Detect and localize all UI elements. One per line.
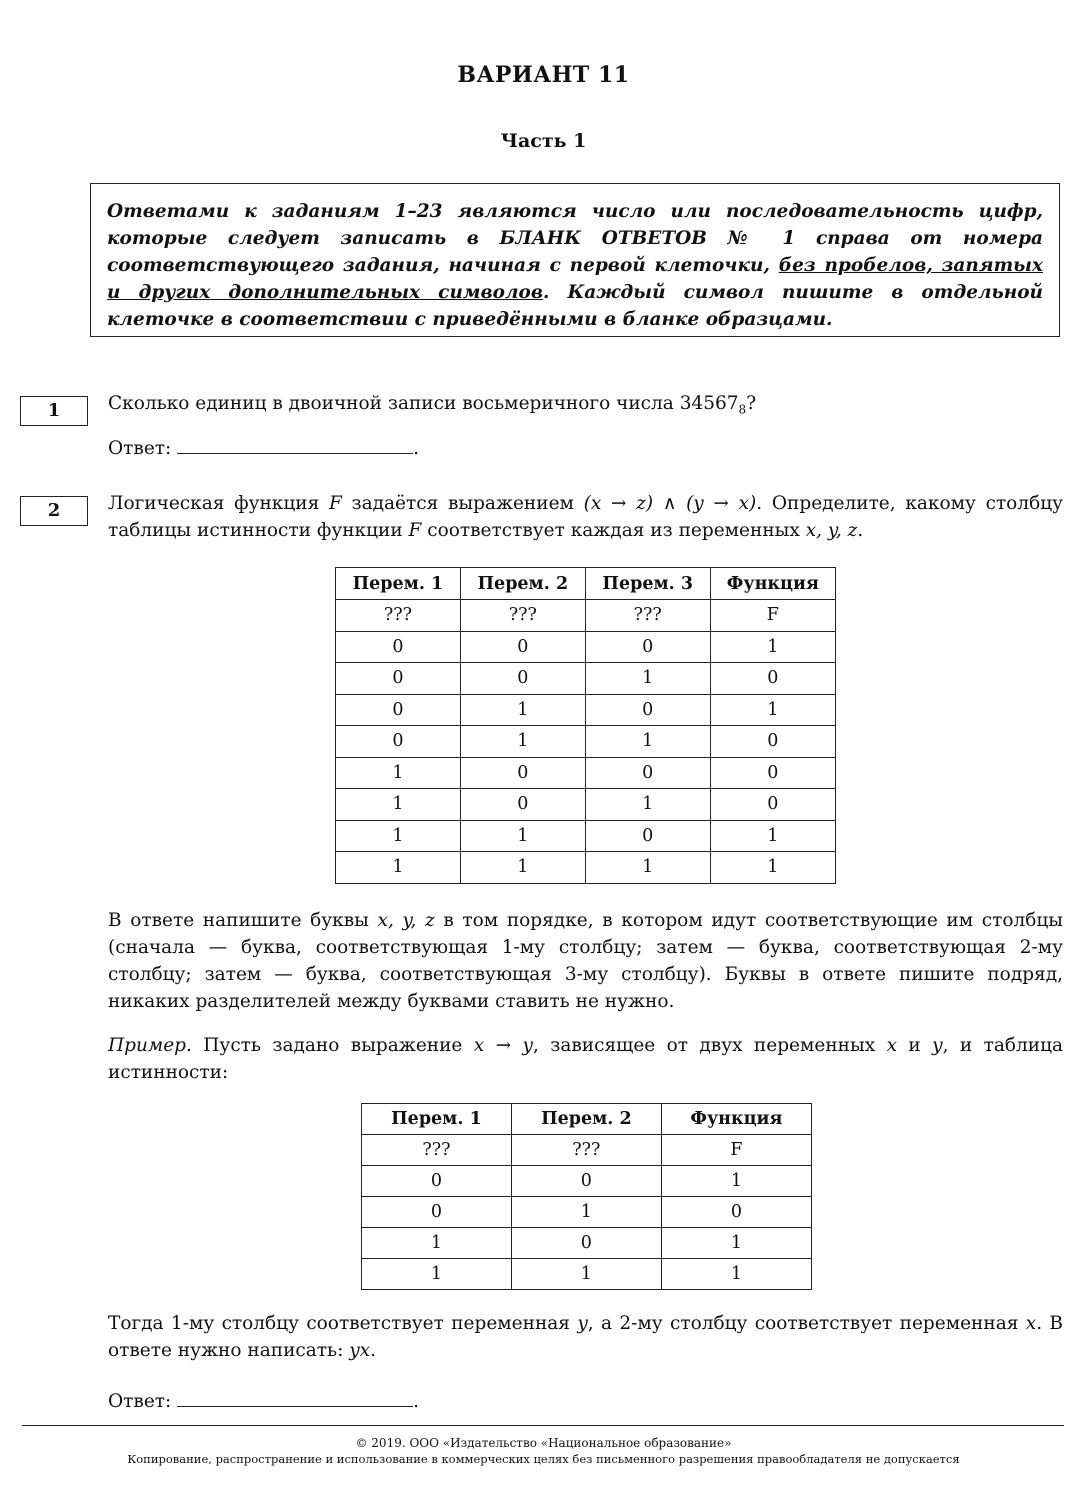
table-cell: 1 xyxy=(460,820,585,852)
task-1-answer-end: . xyxy=(413,438,420,459)
task-1-answer-field[interactable] xyxy=(177,439,413,454)
table-header: Перем. 1 xyxy=(362,1104,512,1135)
table-cell: 0 xyxy=(585,694,710,726)
task-2-text: соответствует каждая из переменных xyxy=(421,520,806,541)
task-2-number: 2 xyxy=(20,496,88,526)
instructions-box xyxy=(90,183,1060,337)
table-cell: 1 xyxy=(460,852,585,884)
table-cell: 1 xyxy=(511,1197,661,1228)
table-cell: 0 xyxy=(336,726,461,758)
task-2-var-f: F xyxy=(328,493,342,514)
table-cell: 1 xyxy=(710,852,835,884)
example-text: , а 2-му столбцу соответствует переменная xyxy=(587,1313,1026,1334)
task-2-text: . Определите, какому столбцу таблицы истинности функции xyxy=(108,493,1063,541)
task-1-answer-label: Ответ: xyxy=(108,438,172,459)
task-2-answer-end: . xyxy=(413,1391,420,1412)
table-cell: 0 xyxy=(362,1197,512,1228)
table-cell: 0 xyxy=(710,757,835,789)
footer-notice: Копирование, распространение и использование в коммерческих целях без письменного разрешения правообладателя не допускается xyxy=(127,1452,960,1466)
part-title: Часть 1 xyxy=(500,130,587,152)
table-cell: 0 xyxy=(336,694,461,726)
table-cell: 0 xyxy=(362,1166,512,1197)
task-1-question xyxy=(108,390,1063,424)
task-2-text: Логическая функция xyxy=(108,493,329,514)
task-2-question xyxy=(108,490,1063,544)
table-cell: 0 xyxy=(710,726,835,758)
table-row xyxy=(336,852,836,884)
example-expression: x → y xyxy=(473,1035,533,1056)
table-cell: 0 xyxy=(710,663,835,695)
task-2-answer-label: Ответ: xyxy=(108,1391,172,1412)
table-cell: 0 xyxy=(336,663,461,695)
table-cell: 0 xyxy=(511,1166,661,1197)
example-text: . В ответе нужно написать: xyxy=(108,1313,1064,1361)
table-row xyxy=(336,789,836,821)
task-2-answer-field[interactable] xyxy=(177,1392,413,1407)
table-cell: 0 xyxy=(661,1197,811,1228)
example-var-y: y xyxy=(932,1035,943,1056)
table-cell: 0 xyxy=(585,820,710,852)
example-var-x: x xyxy=(886,1035,897,1056)
task-2-var-f: F xyxy=(408,520,422,541)
example-text: , и таблица истинности: xyxy=(108,1035,1063,1083)
table-header: Перем. 2 xyxy=(460,568,585,600)
task-1-subscript: 8 xyxy=(738,402,747,417)
table-cell: F xyxy=(661,1135,811,1166)
table-cell: 1 xyxy=(336,852,461,884)
table-cell: ??? xyxy=(336,600,461,632)
table-row xyxy=(336,726,836,758)
table-cell: 0 xyxy=(460,663,585,695)
table-row xyxy=(336,694,836,726)
table-cell: 1 xyxy=(710,631,835,663)
table-row xyxy=(336,631,836,663)
task-2-text: . xyxy=(857,520,864,541)
table-cell: 1 xyxy=(511,1259,661,1290)
table-cell: ??? xyxy=(362,1135,512,1166)
table-header: Перем. 1 xyxy=(336,568,461,600)
example-var-y: y xyxy=(577,1313,588,1334)
task-1-number: 1 xyxy=(20,396,88,426)
task-1-answer xyxy=(108,435,1063,462)
table-cell: 0 xyxy=(460,757,585,789)
table-row xyxy=(336,663,836,695)
table-cell: 1 xyxy=(336,820,461,852)
task-1-question-end: ? xyxy=(746,393,757,414)
example-text: Пусть задано выражение xyxy=(191,1035,474,1056)
table-header: Функция xyxy=(710,568,835,600)
table-cell: 1 xyxy=(661,1228,811,1259)
task-2-text: задаётся выражением xyxy=(341,493,584,514)
table-cell: 1 xyxy=(336,757,461,789)
table-row xyxy=(336,757,836,789)
table-cell: ??? xyxy=(585,600,710,632)
footer-divider xyxy=(22,1425,1064,1426)
table-cell: 1 xyxy=(585,852,710,884)
example-paragraph xyxy=(108,1032,1063,1086)
table-cell: F xyxy=(710,600,835,632)
instructions-text: Ответами к заданиям 1–23 являются число или последовательность цифр, которые следует записать в БЛАНК ОТВЕТОВ № 1 справа от номера соответствующего задания, начиная с первой клеточки, xyxy=(107,201,1043,276)
example-text: , зависящее от двух переменных xyxy=(532,1035,887,1056)
table-cell: 1 xyxy=(661,1259,811,1290)
table-cell: ??? xyxy=(460,600,585,632)
example-text: . xyxy=(370,1340,376,1361)
example-truth-table xyxy=(361,1103,812,1290)
table-header: Перем. 3 xyxy=(585,568,710,600)
table-cell: 0 xyxy=(710,789,835,821)
instructions-underlined: без пробелов, запятых и других дополнительных символов xyxy=(107,255,1043,303)
task-2-text: в том порядке, в котором идут соответствующие им столбцы (сначала — буква, соответствующая 1-му столбцу; затем — буква, соответствующая 2-му столбцу; затем — буква, соответствующая 3-му столбцу). Буквы в ответе пишите подряд, никаких разделителей между буквами ставить не нужно. xyxy=(108,910,1064,1012)
table-cell: 1 xyxy=(585,789,710,821)
table-row xyxy=(362,1135,812,1166)
task-2-text: В ответе напишите буквы xyxy=(108,910,378,931)
table-row xyxy=(362,1228,812,1259)
table-cell: 1 xyxy=(460,694,585,726)
table-cell: 1 xyxy=(585,726,710,758)
table-cell: 1 xyxy=(460,726,585,758)
task-2-vars: x, y, z xyxy=(805,520,858,541)
table-row xyxy=(362,1197,812,1228)
truth-table xyxy=(335,567,836,884)
page-title: ВАРИАНТ 11 xyxy=(457,62,630,88)
task-1-question-text: Сколько единиц в двоичной записи восьмеричного числа 34567 xyxy=(108,393,739,414)
table-cell: 0 xyxy=(336,631,461,663)
table-cell: ??? xyxy=(511,1135,661,1166)
table-header: Перем. 2 xyxy=(511,1104,661,1135)
example-var-x: x xyxy=(1025,1313,1037,1334)
table-cell: 0 xyxy=(585,757,710,789)
table-header: Функция xyxy=(661,1104,811,1135)
task-2-answer xyxy=(108,1388,1063,1415)
example-label: Пример. xyxy=(108,1035,192,1056)
task-2-paragraph xyxy=(108,907,1063,1015)
footer-copyright: © 2019. ООО «Издательство «Национальное образование» xyxy=(355,1436,732,1450)
table-row xyxy=(336,820,836,852)
table-cell: 1 xyxy=(710,820,835,852)
example-answer: yx xyxy=(349,1340,371,1361)
example-text: и xyxy=(897,1035,933,1056)
table-row xyxy=(336,600,836,632)
table-cell: 0 xyxy=(511,1228,661,1259)
table-cell: 1 xyxy=(585,663,710,695)
table-cell: 1 xyxy=(362,1228,512,1259)
table-row xyxy=(362,1166,812,1197)
table-cell: 1 xyxy=(661,1166,811,1197)
task-2-vars: x, y, z xyxy=(377,910,435,931)
table-cell: 0 xyxy=(585,631,710,663)
table-cell: 1 xyxy=(710,694,835,726)
table-cell: 1 xyxy=(362,1259,512,1290)
task-2-expression: (x → z) ∧ (y → x) xyxy=(583,493,757,514)
table-cell: 0 xyxy=(460,631,585,663)
example-conclusion xyxy=(108,1310,1063,1364)
table-cell: 0 xyxy=(460,789,585,821)
instructions-text-end: . Каждый символ пишите в отдельной клеточке в соответствии с приведёнными в бланке образцами. xyxy=(107,282,1043,330)
table-cell: 1 xyxy=(336,789,461,821)
table-row xyxy=(362,1259,812,1290)
example-text: Тогда 1-му столбцу соответствует переменная xyxy=(108,1313,578,1334)
